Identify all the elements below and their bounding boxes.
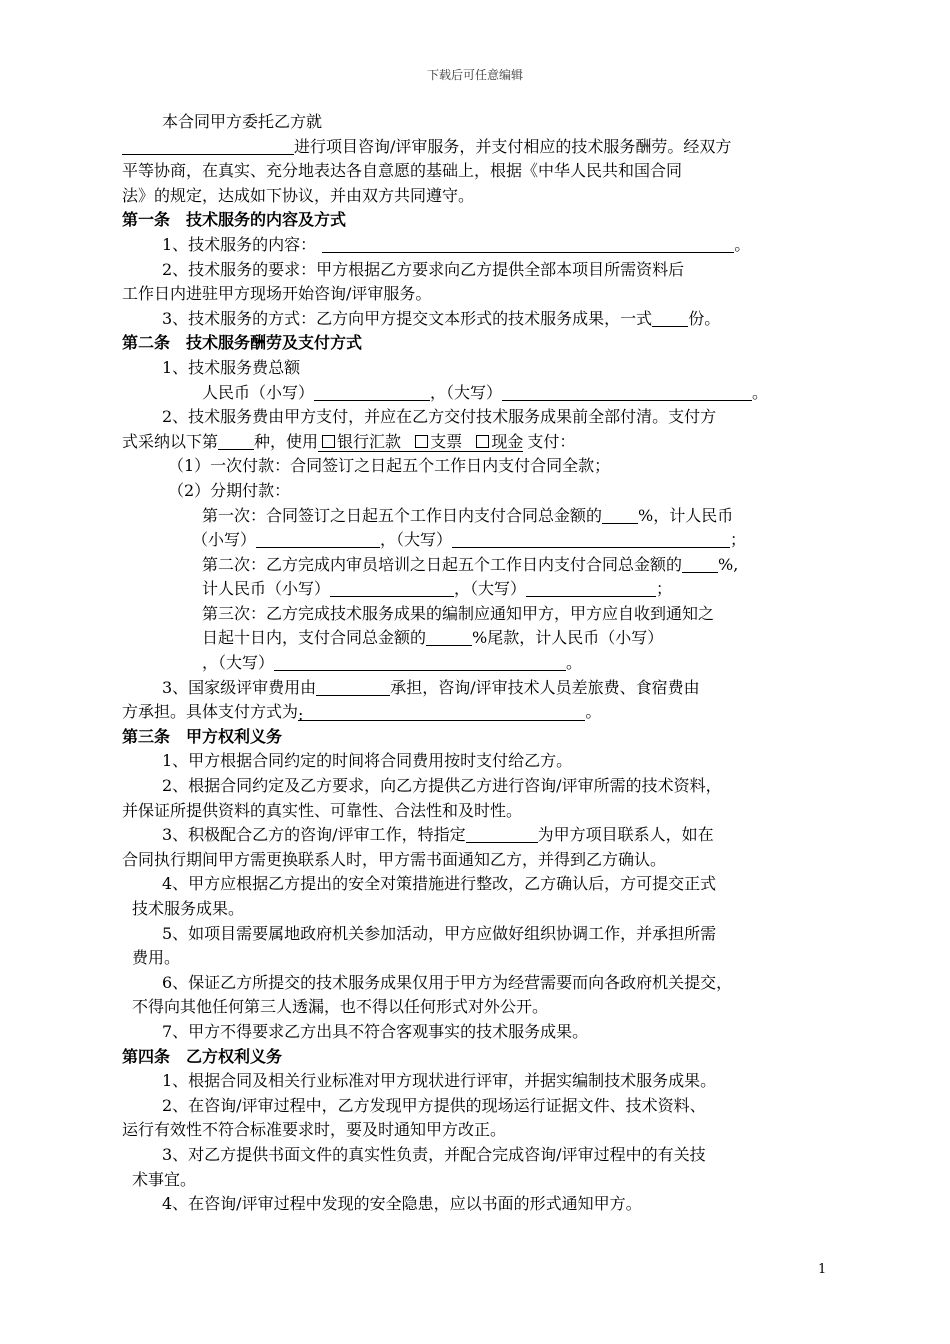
art3-item-2b: 并保证所提供资料的真实性、可靠性、合法性和及时性。 — [122, 800, 523, 820]
contract-body — [122, 110, 834, 1217]
art3-item-4a: 4、甲方应根据乙方提出的安全对策措施进行整改，乙方确认后，方可提交正式 — [162, 874, 717, 894]
third-capital-blank[interactable] — [274, 653, 566, 671]
art3-item-5a: 5、如项目需要属地政府机关参加活动，甲方应做好组织协调工作，并承担所需 — [162, 923, 717, 943]
article-4-title: 第四条 乙方权利义务 — [122, 1046, 283, 1066]
review-fee-payer-blank[interactable] — [316, 678, 390, 696]
second-capital-blank[interactable] — [526, 579, 656, 597]
second-small-blank[interactable] — [330, 579, 454, 597]
second-installment-a: 第二次：乙方完成内审员培训之日起五个工作日内支付合同总金额的 %, — [202, 554, 739, 574]
art3-item-2a: 2、根据合同约定及乙方要求，向乙方提供乙方进行咨询/评审所需的技术资料， — [162, 776, 722, 796]
second-percent-blank[interactable] — [682, 555, 718, 573]
art1-item-2b: 工作日内进驻甲方现场开始咨询/评审服务。 — [122, 284, 432, 304]
art3-item-6a: 6、保证乙方所提交的技术服务成果仅用于甲方为经营需要而向各政府机关提交， — [162, 972, 733, 992]
art4-item-3a: 3、对乙方提供书面文件的真实性负责，并配合完成咨询/评审过程中的有关技 — [162, 1144, 706, 1164]
contact-person-blank[interactable] — [466, 825, 538, 843]
art1-item-2a: 2、技术服务的要求：甲方根据乙方要求向乙方提供全部本项目所需资料后 — [162, 259, 685, 279]
project-name-blank[interactable] — [122, 137, 294, 155]
first-small-blank[interactable] — [256, 530, 380, 548]
payment-method-blank[interactable] — [218, 432, 254, 450]
first-installment-b: （小写） ，（大写） ； — [192, 530, 747, 550]
art4-item-1: 1、根据合同及相关行业标准对甲方现状进行评审，并据实编制技术服务成果。 — [162, 1071, 717, 1091]
art2-item-2b: 式采纳以下第 种，使用 银行汇款 支票 现金 支付： — [122, 431, 576, 451]
art3-item-5b: 费用。 — [132, 948, 181, 968]
intro-line-4: 法》的规定，达成如下协议，并由双方共同遵守。 — [122, 185, 475, 205]
third-installment-a: 第三次：乙方完成技术服务成果的编制应通知甲方，甲方应自收到通知之 — [202, 603, 715, 623]
cash-checkbox[interactable] — [476, 435, 489, 448]
first-percent-blank[interactable] — [602, 506, 638, 524]
first-installment-a: 第一次：合同签订之日起五个工作日内支付合同总金额的 %，计人民币 — [202, 505, 734, 525]
article-1-title: 第一条 技术服务的内容及方式 — [122, 210, 347, 230]
page-header: 下载后可任意编辑 — [426, 68, 523, 82]
art1-item-1: 1、技术服务的内容： 。 — [162, 234, 751, 254]
art3-item-3b: 合同执行期间甲方需更换联系人时，甲方需书面通知乙方，并得到乙方确认。 — [122, 849, 667, 869]
art2-item-3a: 3、国家级评审费用由 承担，咨询/评审技术人员差旅费、食宿费由 — [162, 677, 700, 697]
first-capital-blank[interactable] — [452, 530, 730, 548]
art2-item-1: 1、技术服务费总额 — [162, 357, 301, 377]
check-checkbox[interactable] — [415, 435, 428, 448]
page-number: 1 — [818, 1262, 827, 1277]
specific-payment-blank[interactable]: : — [298, 703, 585, 721]
one-time-payment: （1）一次付款：合同签订之日起五个工作日内支付合同全款； — [168, 456, 611, 476]
art3-item-7: 7、甲方不得要求乙方出具不符合客观事实的技术服务成果。 — [162, 1021, 589, 1041]
intro-line-1: 本合同甲方委托乙方就 — [162, 112, 323, 131]
total-capital-blank[interactable] — [502, 383, 752, 401]
third-percent-blank[interactable] — [426, 628, 472, 646]
total-small-blank[interactable] — [314, 383, 430, 401]
third-installment-b: 日起十日内，支付合同总金额的 %尾款，计人民币（小写） — [202, 628, 664, 648]
intro-line-2: 进行项目咨询/评审服务，并支付相应的技术服务酬劳。经双方 — [122, 135, 834, 160]
payment-options: 银行汇款 支票 现金 — [318, 432, 523, 452]
art2-total-amount: 人民币（小写） ，（大写） 。 — [202, 382, 769, 402]
service-content-blank[interactable] — [322, 235, 734, 253]
art3-item-4b: 技术服务成果。 — [132, 899, 245, 918]
art4-item-2a: 2、在咨询/评审过程中，乙方发现甲方提供的现场运行证据文件、技术资料、 — [162, 1095, 706, 1115]
second-installment-b: 计人民币（小写） ，（大写） ； — [202, 579, 673, 599]
art4-item-4: 4、在咨询/评审过程中发现的安全隐患，应以书面的形式通知甲方。 — [162, 1194, 642, 1214]
art4-item-3b: 术事宜。 — [132, 1169, 197, 1189]
copies-blank[interactable] — [652, 309, 688, 327]
art4-item-2b: 运行有效性不符合标准要求时，要及时通知甲方改正。 — [122, 1120, 507, 1140]
art3-item-1: 1、甲方根据合同约定的时间将合同费用按时支付给乙方。 — [162, 751, 573, 771]
third-installment-c: ，（大写） 。 — [202, 653, 583, 673]
art3-item-3a: 3、积极配合乙方的咨询/评审工作，特指定 为甲方项目联系人，如在 — [162, 825, 714, 845]
article-3-title: 第三条 甲方权利义务 — [122, 726, 283, 746]
art2-item-2a: 2、技术服务费由甲方支付，并应在乙方交付技术服务成果前全部付清。支付方 — [162, 407, 717, 427]
intro-line-3: 平等协商，在真实、充分地表达各自意愿的基础上，根据《中华人民共和国合同 — [122, 161, 683, 181]
art1-item-3: 3、技术服务的方式：乙方向甲方提交文本形式的技术服务成果，一式 份。 — [162, 308, 721, 328]
art2-item-3b: 方承担。具体支付方式为: 。 — [122, 702, 602, 725]
installment-payment: （2）分期付款： — [168, 480, 291, 500]
bank-transfer-checkbox[interactable] — [322, 435, 335, 448]
article-2-title: 第二条 技术服务酬劳及支付方式 — [122, 333, 363, 353]
art3-item-6b: 不得向其他任何第三人透漏，也不得以任何形式对外公开。 — [132, 997, 549, 1017]
